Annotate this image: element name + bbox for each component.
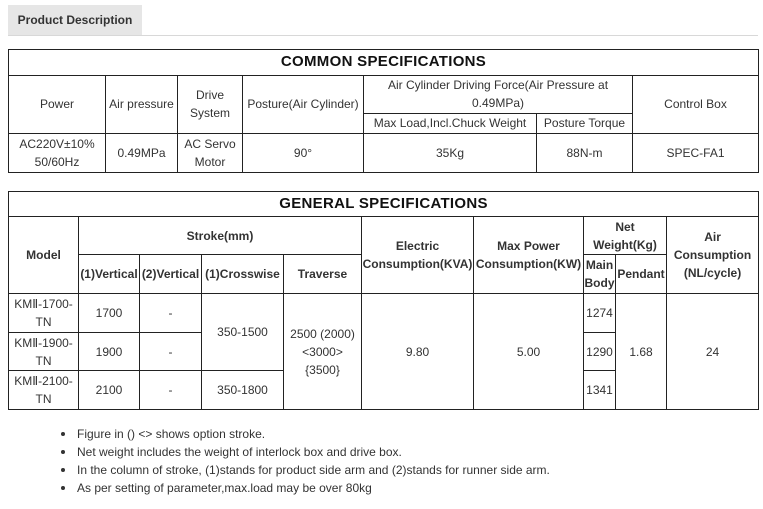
main-body-cell: 1274: [584, 294, 616, 333]
value-air-pressure: 0.49MPa: [106, 134, 178, 173]
header-max-load: Max Load,Incl.Chuck Weight: [364, 113, 537, 134]
header-posture-torque: Posture Torque: [537, 113, 633, 134]
crosswise-cell: 350-1500: [202, 294, 284, 371]
bullet-icon: [61, 450, 65, 454]
header-main-body: Main Body: [584, 254, 616, 294]
common-specifications-title: COMMON SPECIFICATIONS: [9, 50, 759, 76]
header-power: Power: [9, 75, 106, 133]
vertical2-cell: -: [140, 371, 202, 410]
general-specifications-table: [8, 191, 759, 410]
header-model: Model: [9, 217, 79, 294]
value-power: AC220V±10% 50/60Hz: [9, 134, 106, 173]
note-text: Net weight includes the weight of interlock box and drive box.: [77, 445, 402, 459]
value-control-box: SPEC-FA1: [633, 134, 759, 173]
header-posture: Posture(Air Cylinder): [243, 75, 364, 133]
header-traverse: Traverse: [284, 254, 362, 294]
crosswise-cell: 350-1800: [202, 371, 284, 410]
header-crosswise: (1)Crosswise: [202, 254, 284, 294]
general-specifications-title: GENERAL SPECIFICATIONS: [9, 192, 759, 217]
value-max-load: 35Kg: [364, 134, 537, 173]
header-drive-system: Drive System: [178, 75, 243, 133]
list-item: [61, 479, 550, 497]
max-power-cell: 5.00: [474, 294, 584, 410]
pendant-cell: 1.68: [616, 294, 667, 410]
model-cell: KMⅡ-2100-TN: [9, 371, 79, 410]
header-max-power-consumption: Max Power Consumption(KW): [474, 217, 584, 294]
vertical1-cell: 1900: [79, 332, 140, 371]
header-air-consumption: Air Consumption (NL/cycle): [667, 217, 759, 294]
table-row: [9, 294, 759, 333]
bullet-icon: [61, 486, 65, 490]
notes-list: [61, 425, 550, 497]
vertical2-cell: -: [140, 294, 202, 333]
header-pendant: Pendant: [616, 254, 667, 294]
header-stroke: Stroke(mm): [79, 217, 362, 255]
value-drive-system: AC Servo Motor: [178, 134, 243, 173]
bullet-icon: [61, 468, 65, 472]
list-item: [61, 461, 550, 479]
header-net-weight: Net Weight(Kg): [584, 217, 667, 255]
model-cell: KMⅡ-1900-TN: [9, 332, 79, 371]
electric-consumption-cell: 9.80: [362, 294, 474, 410]
common-specifications-table: [8, 49, 759, 173]
model-cell: KMⅡ-1700-TN: [9, 294, 79, 333]
header-control-box: Control Box: [633, 75, 759, 133]
header-driving-force: Air Cylinder Driving Force(Air Pressure at 0.49MPa): [364, 75, 633, 113]
note-text: Figure in () <> shows option stroke.: [77, 427, 266, 441]
vertical1-cell: 1700: [79, 294, 140, 333]
vertical1-cell: 2100: [79, 371, 140, 410]
value-posture-torque: 88N-m: [537, 134, 633, 173]
note-text: As per setting of parameter,max.load may be over 80kg: [77, 481, 372, 495]
header-electric-consumption: Electric Consumption(KVA): [362, 217, 474, 294]
note-text: In the column of stroke, (1)stands for product side arm and (2)stands for runner side arm.: [77, 463, 550, 477]
air-consumption-cell: 24: [667, 294, 759, 410]
bullet-icon: [61, 432, 65, 436]
main-body-cell: 1341: [584, 371, 616, 410]
vertical2-cell: -: [140, 332, 202, 371]
header-air-pressure: Air pressure: [106, 75, 178, 133]
main-body-cell: 1290: [584, 332, 616, 371]
list-item: [61, 443, 550, 461]
tab-divider: [8, 35, 758, 36]
value-posture: 90°: [243, 134, 364, 173]
header-vertical-1: (1)Vertical: [79, 254, 140, 294]
list-item: [61, 425, 550, 443]
header-vertical-2: (2)Vertical: [140, 254, 202, 294]
product-description-tab[interactable]: Product Description: [8, 5, 142, 35]
traverse-cell: 2500 (2000) <3000> {3500}: [284, 294, 362, 410]
